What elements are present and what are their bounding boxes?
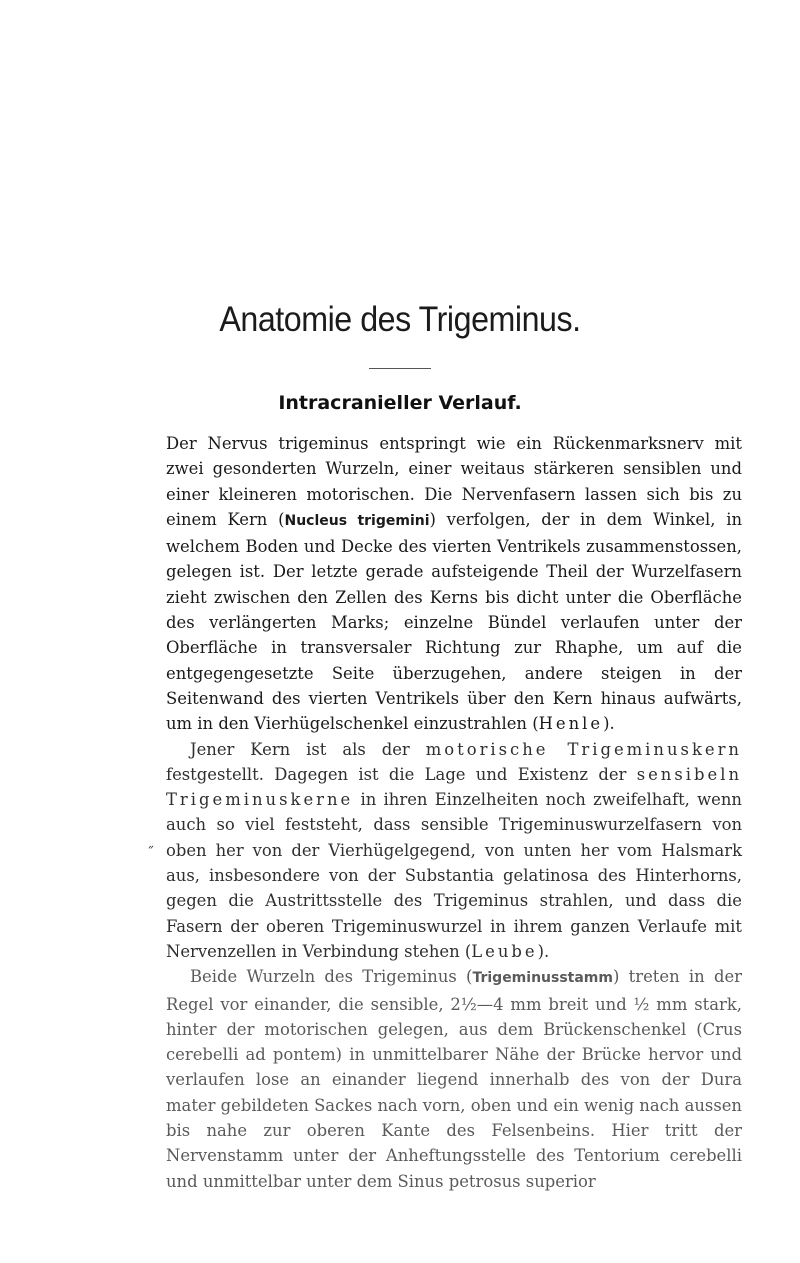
term-trigeminusstamm: Trigeminusstamm (472, 970, 613, 987)
text-run: Der Nervus trigeminus entspringt wie ein Rückenmarksnerv mit zwei gesonderten Wurzeln, einer weitaus stärkeren sensiblen und einer kleineren motorischen. Die Nervenfasern lassen sich bis zu einem Kern ( (166, 434, 742, 529)
text-run: ) treten in der Regel vor einander, die sensible, 2½—4 mm breit und ½ mm stark, hinter der motorischen gelegen, aus dem Brückenschenkel (Crus cerebelli ad pontem) in unmittelbarer Nähe der Brücke hervor und verlaufen lose an einander liegend innerhalb des von der Dura mater gebildeten Sackes nach vorn, oben und ein wenig nach aussen bis nahe zur oberen Kante des Felsenbeins. Hier tritt der Nervenstamm unter der Anheftungsstelle des Tentorium cerebelli und unmittelbar unter dem Sinus petrosus superior (166, 967, 742, 1191)
text-run: ). (603, 714, 615, 734)
author-leube: Leube (471, 941, 538, 961)
margin-mark: ˝ (147, 845, 154, 861)
term-motor-nucleus: motorische Trigeminuskern (425, 739, 742, 759)
text-run: in ihren Einzelheiten noch zweifelhaft, wenn auch so viel feststeht, dass sensible Trigeminuswurzelfasern von oben her von der Vierhügelgegend, von unten her vom Halsmark aus, insbesondere von der Substantia gelatinosa des Hinterhorns, gegen die Austrittsstelle des Trigeminus strahlen, und dass die Fasern der oberen Trigeminuswurzel in ihrem ganzen Verlaufe mit Nervenzellen in Verbindung stehen ( (166, 790, 742, 961)
section-heading: Intracranieller Verlauf. (278, 392, 522, 414)
text-run: Jener Kern ist als der (190, 739, 426, 759)
term-nucleus-trigemini: Nucleus trigemini (284, 512, 430, 529)
page-title: Anatomie des Trigeminus. (219, 300, 581, 339)
text-run: Beide Wurzeln des Trigeminus ( (190, 967, 473, 987)
paragraph-2 (166, 737, 742, 965)
text-run: ). (537, 941, 550, 961)
paragraph-1 (166, 431, 742, 737)
author-henle: Henle (538, 714, 604, 734)
text-run: festgestellt. Dagegen ist die Lage und Existenz der (166, 764, 637, 784)
term-sensory-nuclei: sensibeln Trigeminuskerne (166, 764, 742, 810)
paragraph-3 (166, 964, 742, 1194)
text-run: ) verfolgen, der in dem Winkel, in welchem Boden und Decke des vierten Ventrikels zusammenstossen, gelegen ist. Der letzte gerade aufsteigende Theil der Wurzelfasern zieht zwischen den Zellen des Kerns bis dicht unter die Oberfläche des verlängerten Marks; einzelne Bündel verlaufen unter der Oberfläche in transversaler Richtung zur Rhaphe, um auf die entgegengesetzte Seite überzugehen, andere steigen in der Seitenwand des vierten Ventrikels über den Kern hinaus aufwärts, um in den Vierhügelschenkel einzustrahlen ( (166, 509, 742, 734)
title-divider (369, 368, 431, 369)
body-text (166, 431, 742, 1194)
